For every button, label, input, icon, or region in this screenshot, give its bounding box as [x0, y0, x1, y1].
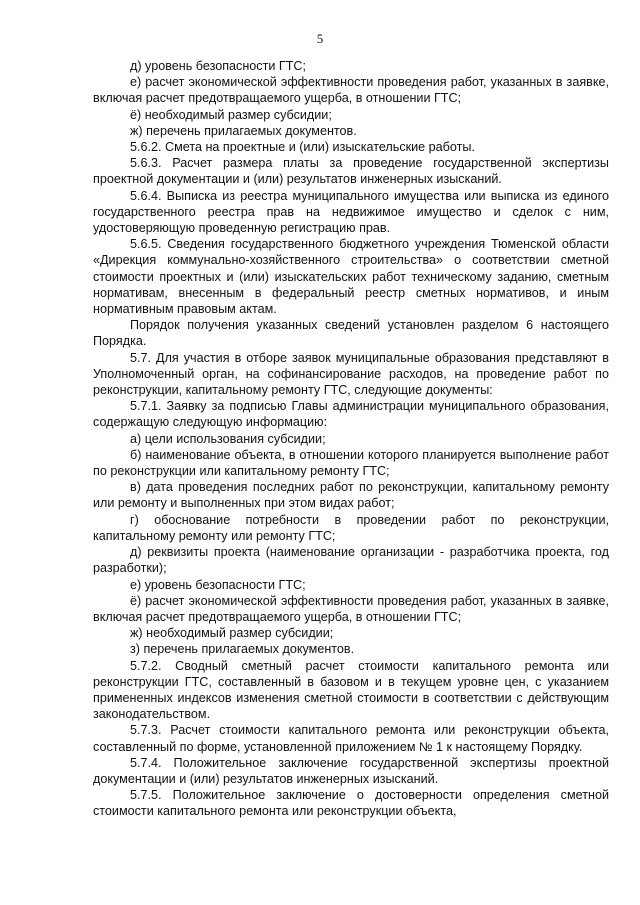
page-number: 5 — [316, 31, 324, 46]
paragraph: 5.7.5. Положительное заключение о достоверности определения сметной стоимости капитального ремонта или реконструкции объекта, — [93, 788, 609, 819]
paragraph: в) дата проведения последних работ по реконструкции, капитальному ремонту или ремонту и выполненных при этом видах работ; — [93, 480, 609, 511]
paragraph: 5.7.3. Расчет стоимости капитального ремонта или реконструкции объекта, составленный по форме, установленной приложением № 1 к настоящему Порядку. — [93, 723, 609, 754]
paragraph: е) уровень безопасности ГТС; — [130, 577, 306, 592]
paragraph: 5.7.2. Сводный сметный расчет стоимости капитального ремонта или реконструкции ГТС, составленный в базовом и в текущем уровне цен, с указанием примененных индексов изменения сметной стоимости в соответствии с действующим законодательством. — [93, 658, 609, 722]
paragraph: 5.7.1. Заявку за подписью Главы администрации муниципального образования, содержащую следующую информацию: — [93, 399, 609, 430]
paragraph: ж) перечень прилагаемых документов. — [130, 123, 357, 138]
paragraph: 5.6.5. Сведения государственного бюджетного учреждения Тюменской области «Дирекция коммунально-хозяйственного строительства» о соответствии сметной стоимости проектных и (или) изыскательских работ техническому заданию, сметным нормативам, внесенным в федеральный реестр сметных нормативов, и иным нормативным правовым актам. — [93, 237, 609, 317]
paragraph: 5.6.2. Смета на проектные и (или) изыскательские работы. — [130, 140, 475, 155]
paragraph: Порядок получения указанных сведений установлен разделом 6 настоящего Порядка. — [93, 318, 609, 349]
document-body — [93, 58, 609, 820]
paragraph: ё) расчет экономической эффективности проведения работ, указанных в заявке, включая расчет предотвращаемого ущерба, в отношении ГТС; — [93, 593, 609, 624]
paragraph: 5.7.4. Положительное заключение государственной экспертизы проектной документации и (или) результатов инженерных изысканий. — [93, 755, 609, 786]
paragraph: 5.6.3. Расчет размера платы за проведение государственной экспертизы проектной документации и (или) результатов инженерных изысканий. — [93, 156, 609, 187]
paragraph: б) наименование объекта, в отношении которого планируется выполнение работ по реконструкции или капитальному ремонту ГТС; — [93, 447, 609, 479]
paragraph: д) уровень безопасности ГТС; — [130, 59, 306, 73]
paragraph: 5.7. Для участия в отборе заявок муниципальные образования представляют в Уполномоченный орган, на софинансирование расходов, на проведение работ по реконструкции, капитальному ремонту ГТС, следующие документы: — [93, 350, 609, 398]
paragraph: 5.6.4. Выписка из реестра муниципального имущества или выписка из единого государственного реестра прав на недвижимое имущество и сделок с ним, удостоверяющую проведенную регистрацию прав. — [93, 188, 609, 236]
paragraph: д) реквизиты проекта (наименование организации - разработчика проекта, год разработки); — [93, 545, 609, 576]
paragraph: г) обоснование потребности в проведении работ по реконструкции, капитальному ремонту или ремонту ГТС; — [93, 512, 609, 543]
paragraph: е) расчет экономической эффективности проведения работ, указанных в заявке, включая расчет предотвращаемого ущерба, в отношении ГТС; — [93, 75, 609, 106]
paragraph: з) перечень прилагаемых документов. — [130, 642, 355, 657]
paragraph: а) цели использования субсидии; — [130, 431, 326, 446]
paragraph: ё) необходимый размер субсидии; — [130, 107, 332, 122]
paragraph: ж) необходимый размер субсидии; — [130, 626, 334, 641]
